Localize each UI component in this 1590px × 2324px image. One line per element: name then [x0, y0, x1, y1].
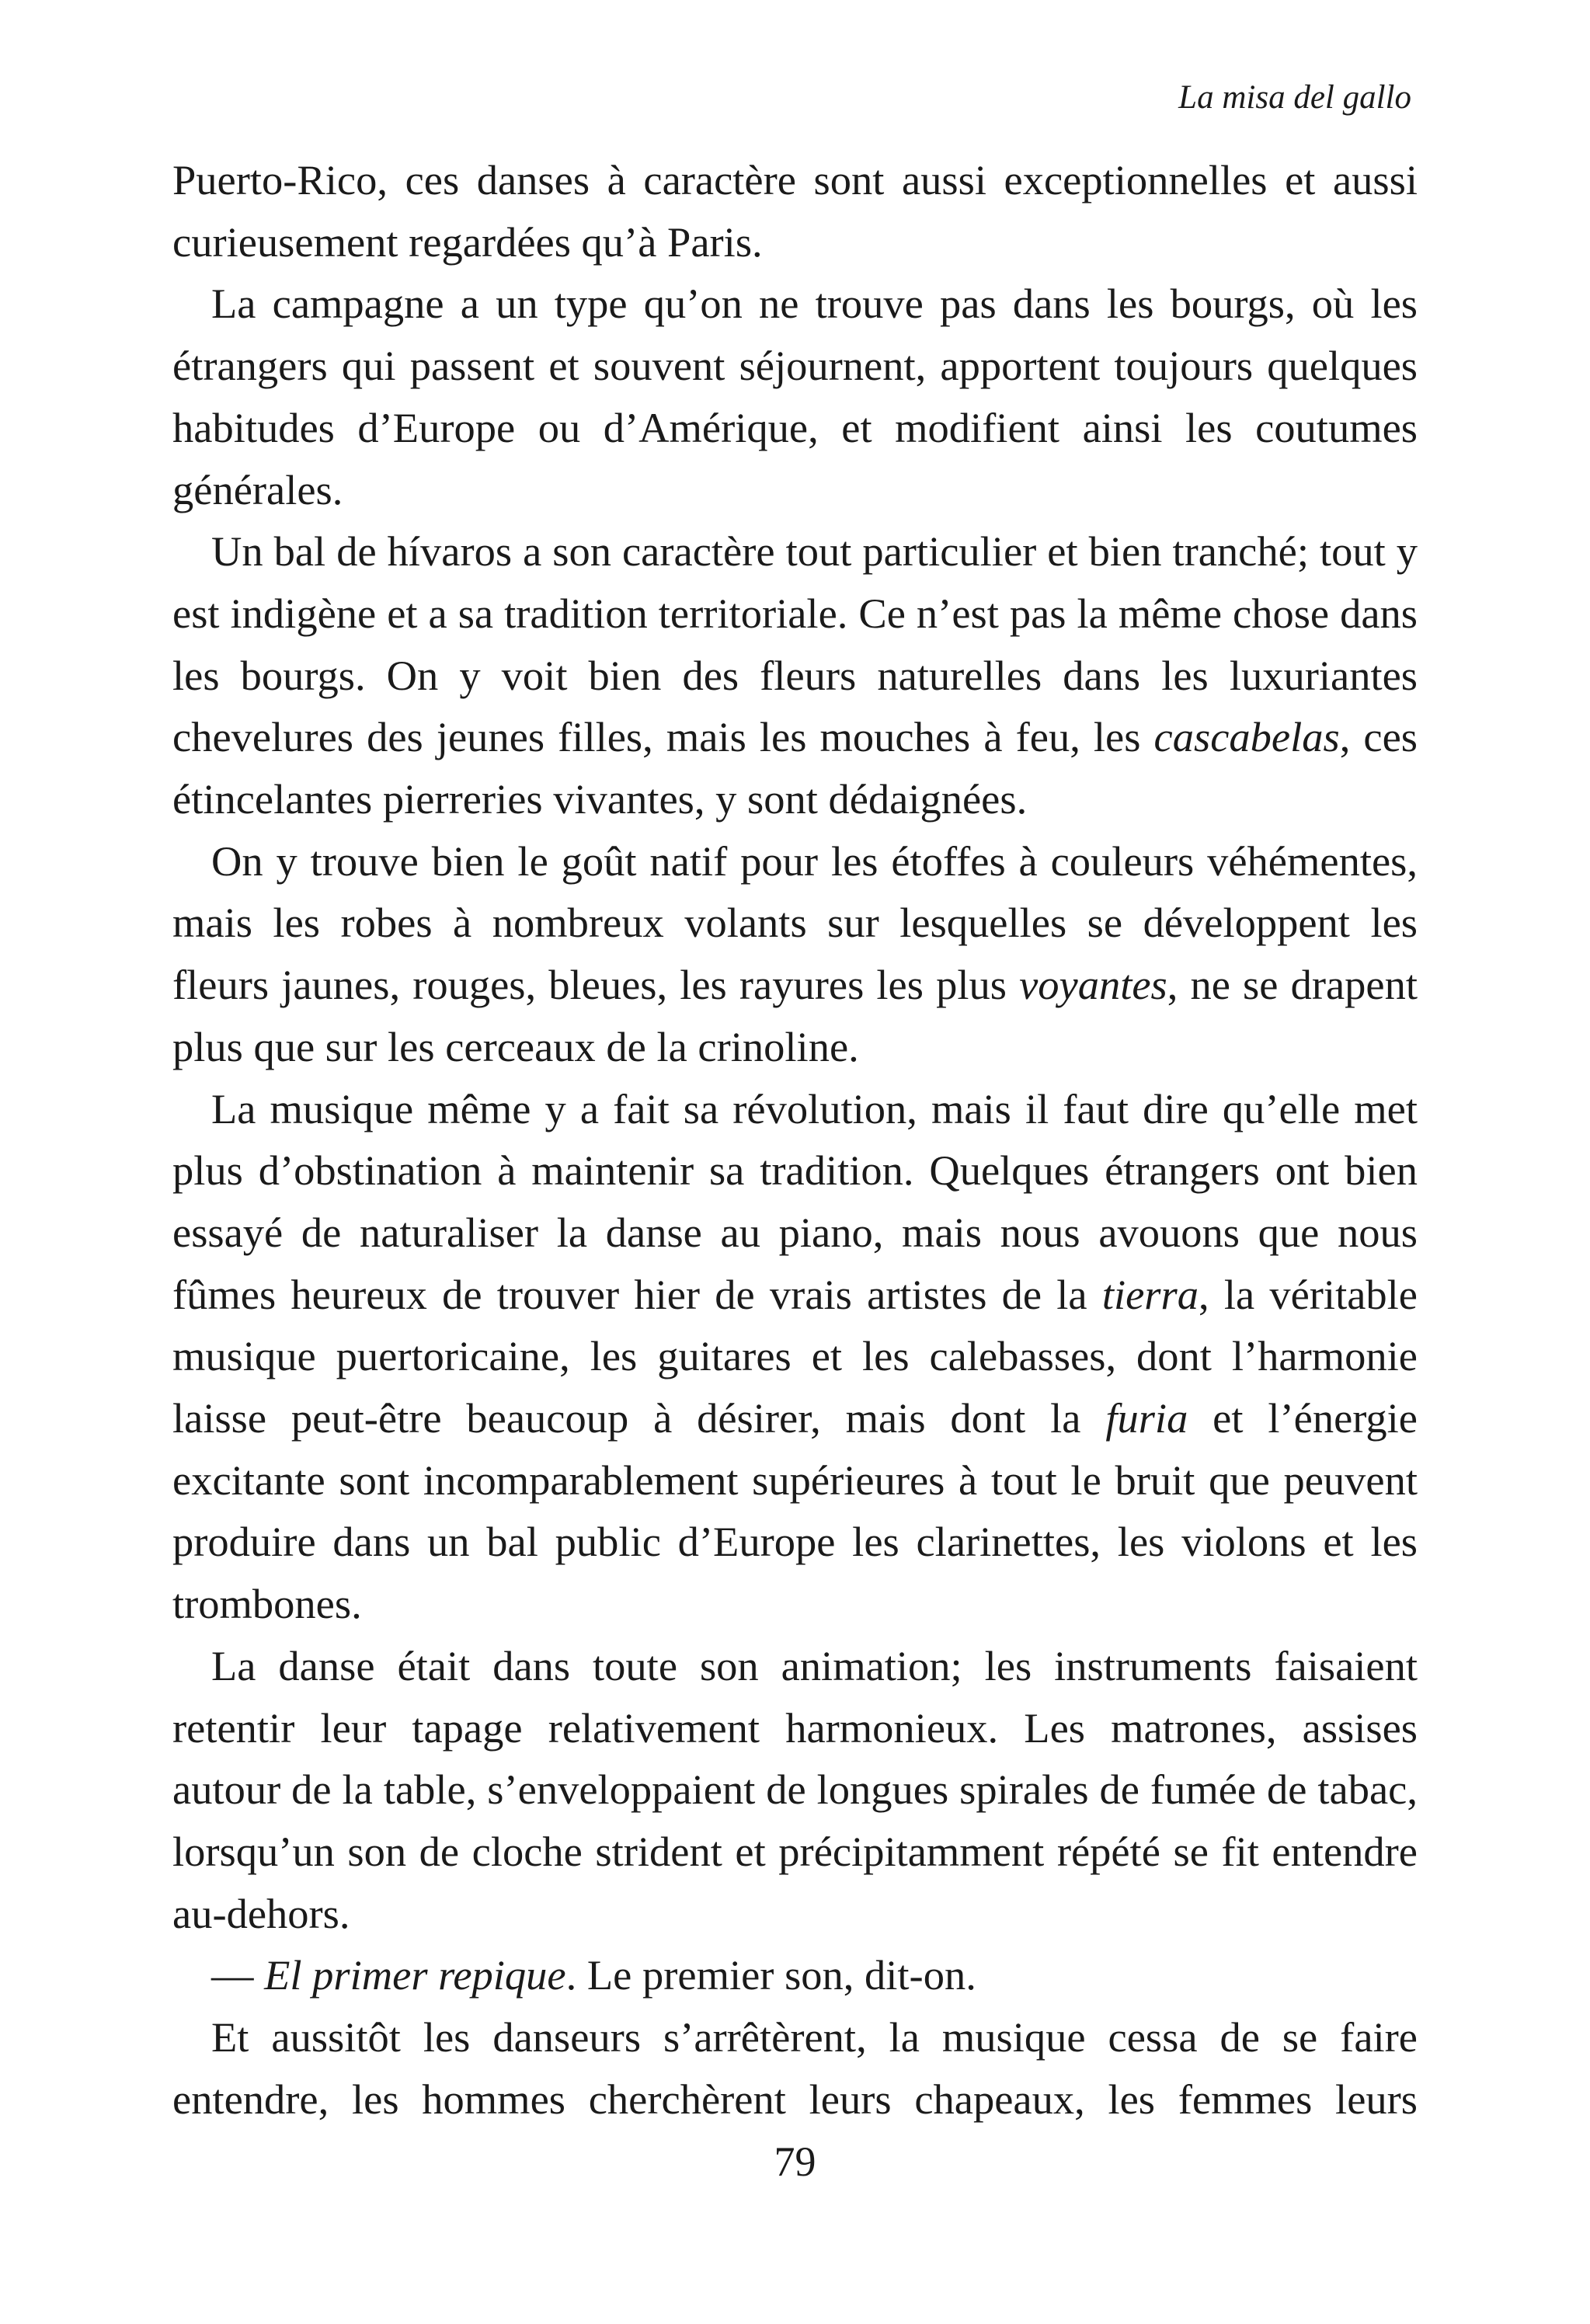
paragraph: Puerto-Rico, ces danses à caractère sont aussi exceptionnelles et aussi curieusement regardées qu’à Paris. — [172, 156, 1418, 266]
italic-term: El primer repique — [264, 1951, 566, 1999]
italic-term: tierra — [1101, 1270, 1199, 1318]
paragraph: La danse était dans toute son animation; les instruments faisaient retentir leur tapage relativement harmonieux. Les matrones, assises autour de la table, s’enveloppaient de longues spirales de fumée de tabac, lorsqu’un son de cloche strident et précipitamment répété se fit entendre au-dehors. — [172, 1641, 1418, 1937]
running-head: La misa del gallo — [1178, 79, 1411, 116]
paragraph: Et aussitôt les danseurs s’arrêtèrent, la musique cessa de se faire entendre, les hommes cherchèrent leurs chapeaux, les femmes leurs — [172, 2013, 1418, 2123]
italic-term: furia — [1105, 1394, 1188, 1442]
page-number: 79 — [774, 2138, 816, 2185]
paragraph: Un bal de hívaros a son caractère tout particulier et bien tranché; tout y est indigène et a sa tradition territoriale. Ce n’est pas la même chose dans les bourgs. On y voit bien des fleurs naturelles dans les luxuriantes chevelures des jeunes filles, mais les mouches à feu, les cascabelas, ces étincelantes pierreries vivantes, y sont dédaignées. — [172, 527, 1418, 823]
paragraph: La campagne a un type qu’on ne trouve pas dans les bourgs, où les étrangers qui passent et souvent séjournent, apportent toujours quelques habitudes d’Europe ou d’Amérique, et modifient ainsi les coutumes générales. — [172, 280, 1418, 513]
italic-term: cascabelas — [1153, 713, 1340, 761]
italic-term: voyantes — [1019, 961, 1167, 1009]
paragraph: On y trouve bien le goût natif pour les étoffes à couleurs véhémentes, mais les robes à nombreux volants sur lesquelles se développent les fleurs jaunes, rouges, bleues, les rayures les plus voyantes, ne se drapent plus que sur les cerceaux de la crinoline. — [172, 837, 1418, 1070]
paragraph: La musique même y a fait sa révolution, mais il faut dire qu’elle met plus d’obstination à maintenir sa tradition. Quelques étrangers ont bien essayé de naturaliser la danse au piano, mais nous avouons que nous fûmes heureux de trouver hier de vrais artistes de la tierra, la véritable musique puertoricaine, les guitares et les calebasses, dont l’harmonie laisse peut-être beaucoup à désirer, mais dont la furia et l’énergie excitante sont incomparablement supérieures à tout le bruit que peuvent produire dans un bal public d’Europe les clarinettes, les violons et les trombones. — [172, 1084, 1418, 1628]
dialogue-line: — El primer repique. Le premier son, dit-on. — [211, 1951, 976, 1999]
body-text — [172, 149, 1418, 2131]
